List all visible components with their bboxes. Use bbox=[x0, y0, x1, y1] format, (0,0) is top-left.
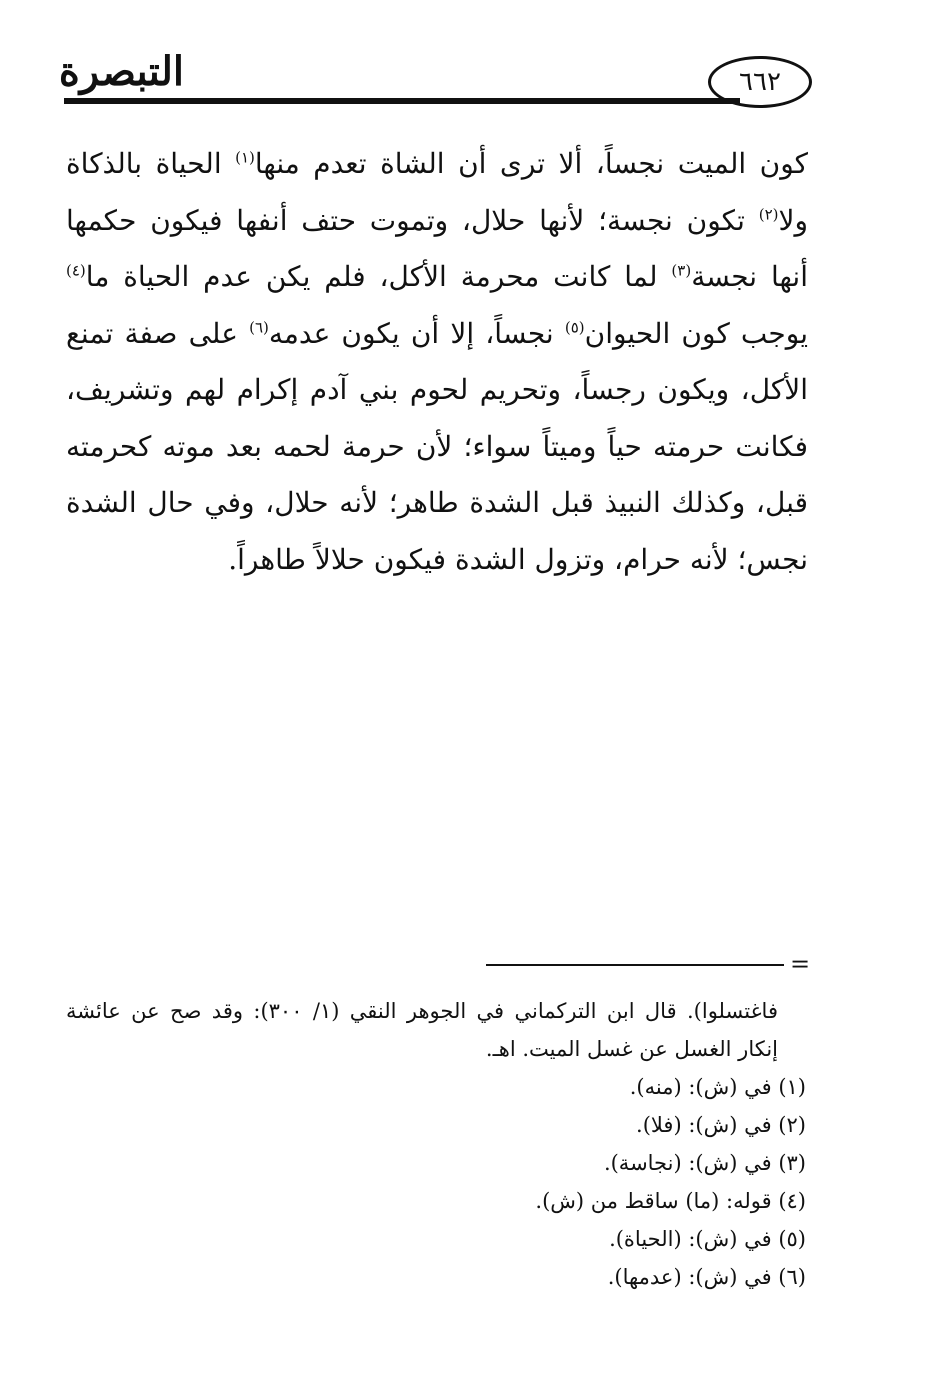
footnote-item: (١) في (ش): (منه). bbox=[629, 1075, 806, 1099]
text-segment: لما كانت محرمة الأكل، فلم يكن عدم الحياة ما bbox=[85, 260, 672, 293]
text-segment: تكون نجسة؛ لأنها حلال، وتموت حتف أنفها فيكون حكمها أنها نجسة bbox=[66, 203, 808, 293]
main-text bbox=[66, 136, 808, 588]
footnote-continuation: فاغتسلوا). قال ابن التركماني في الجوهر النقي (١/ ٣٠٠): وقد صح عن عائشة إنكار الغسل عن غسل الميت. اهـ. bbox=[66, 999, 778, 1061]
book-title: التبصرة bbox=[58, 48, 184, 95]
text-segment: يوجب كون الحيوان bbox=[584, 316, 808, 350]
footnote-item: (٤) قوله: (ما) ساقط من (ش). bbox=[535, 1189, 806, 1213]
footnote-item: (٣) في (ش): (نجاسة). bbox=[603, 1151, 806, 1175]
text-segment: الحياة بالذكاة ولا bbox=[66, 147, 808, 237]
text-segment: كون الميت نجساً، ألا ترى أن الشاة تعدم منها bbox=[254, 147, 809, 180]
footnote-ref: (٤) bbox=[66, 261, 86, 280]
page-number-text: ٦٦٢ bbox=[739, 67, 781, 97]
footnote-continuation-mark: = bbox=[790, 950, 811, 978]
footnotes bbox=[66, 992, 806, 1296]
footnote-item: (٦) في (ش): (عدمها). bbox=[607, 1265, 806, 1289]
footnote-item: (٥) في (ش): (الحياة). bbox=[609, 1227, 806, 1251]
main-paragraph bbox=[66, 136, 808, 588]
footnote-ref: (٢) bbox=[758, 205, 779, 224]
footnote-item: (٢) في (ش): (فلا). bbox=[636, 1113, 806, 1137]
footnote-ref: (٣) bbox=[671, 261, 692, 280]
footnote-separator bbox=[486, 964, 784, 966]
footnote-ref: (٦) bbox=[249, 318, 269, 337]
footnote-ref: (١) bbox=[235, 148, 255, 167]
text-segment: نجساً، إلا أن يكون عدمه bbox=[268, 316, 565, 350]
text-segment: على صفة تمنع الأكل، ويكون رجساً، وتحريم لحوم بني آدم إكرام لهم وتشريف، فكانت حرمته حياً وميتاً سواء؛ لأن حرمة لحمه بعد موته كحرمته قبل، وكذلك النبيذ قبل الشدة طاهر؛ لأنه حلال، وفي حال الشدة نجس؛ لأنه حرام، وتزول الشدة فيكون حلالاً طاهراً. bbox=[66, 316, 808, 576]
footnote-ref: (٥) bbox=[564, 318, 585, 337]
header-rule bbox=[64, 98, 740, 104]
